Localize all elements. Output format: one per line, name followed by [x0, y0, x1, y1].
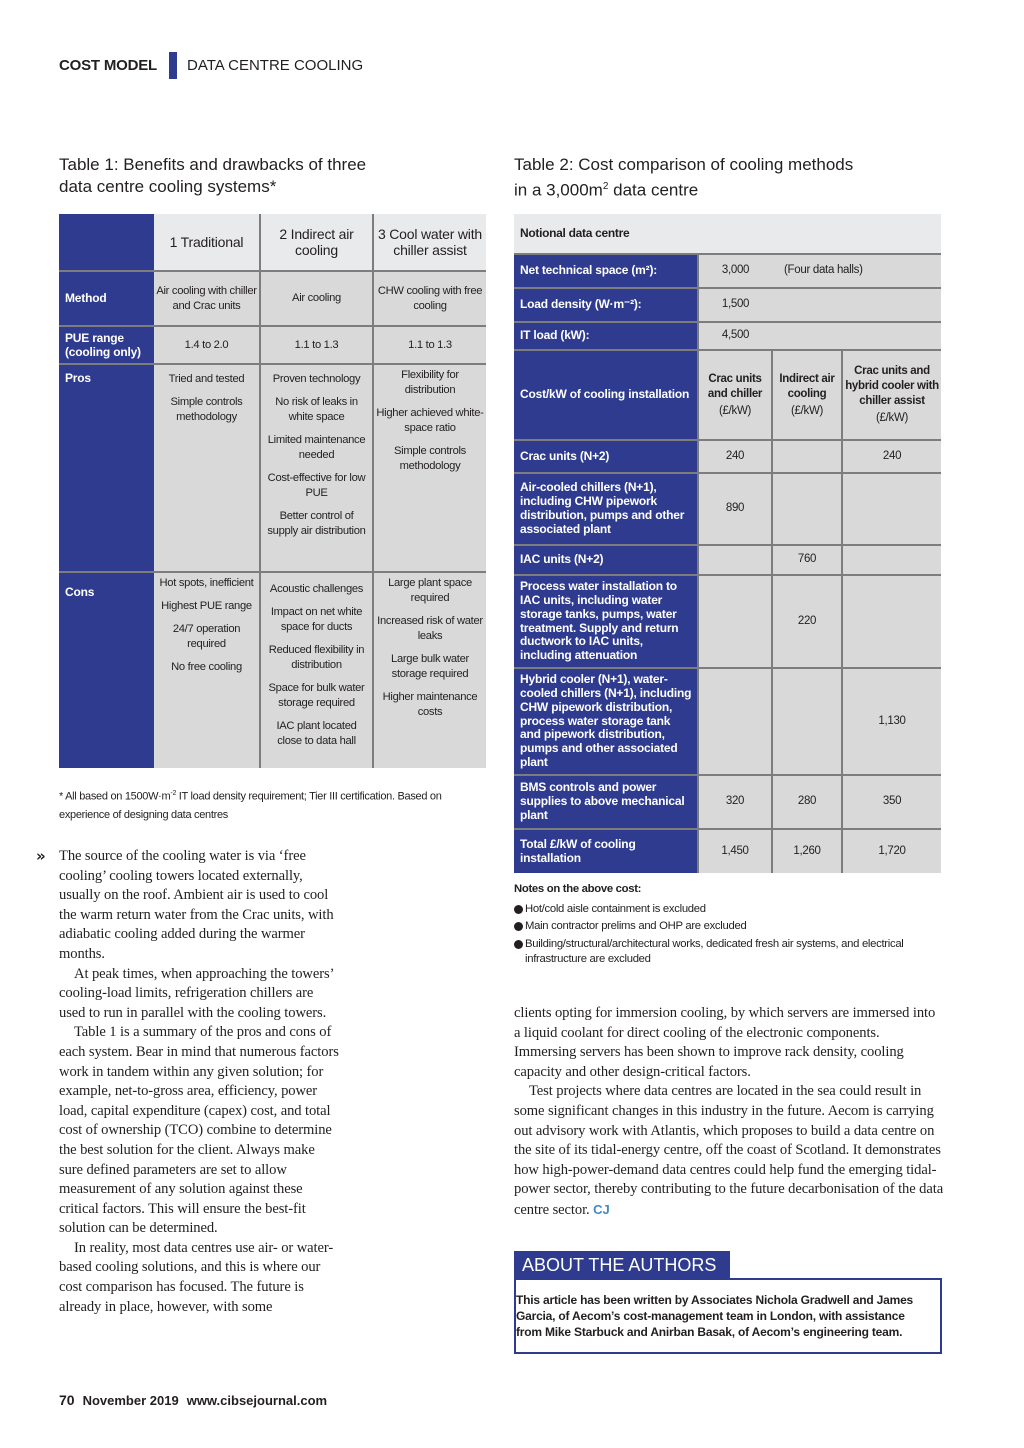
col-header	[698, 350, 772, 440]
table1-header-row	[59, 214, 486, 271]
running-header	[59, 50, 363, 80]
cell-item: Acoustic challenges	[269, 583, 364, 595]
table-cell: 1,130	[842, 668, 941, 775]
table-row	[514, 668, 941, 775]
paragraph: At peak times, when approaching the towers’ cooling-load limits, refrigeration chillers are used to run in parallel with the cooling towers.	[59, 965, 334, 1021]
paragraph: clients opting for immersion cooling, by which servers are immersed into a liquid coolant for direct cooling of the electronic components. Immersing servers has been shown to improve rack density, cooling capacity and other design-critical factors.	[514, 1005, 936, 1080]
row-label: Hybrid cooler (N+1), water-cooled chillers (N+1), including CHW pipework distribution, process water storage tank and pipework distribution, pumps and other associated plant	[514, 668, 698, 775]
row-label: Cost/kW of cooling installation	[514, 350, 698, 440]
table-cell	[772, 668, 842, 775]
table-cell	[698, 545, 772, 575]
row-label: Method	[59, 271, 154, 326]
table2-caption	[514, 154, 944, 202]
table2-header-row	[514, 214, 941, 254]
table-cell-empty	[772, 288, 941, 322]
table-row	[514, 440, 941, 473]
table1-caption-line1: Table 1: Benefits and drawbacks of three	[59, 155, 367, 174]
row-label: IAC units (N+2)	[514, 545, 698, 575]
table-cell	[154, 572, 260, 768]
table-cell: 240	[698, 440, 772, 473]
signoff-mark: CJ	[593, 1201, 610, 1217]
table1-col-header: 2 Indirect air cooling	[260, 214, 373, 271]
table1-row-pros	[59, 364, 486, 572]
footnote-text: * All based on 1500W·m	[59, 790, 171, 803]
cell-item: Cost-effective for low PUE	[267, 472, 366, 499]
table-cell	[772, 440, 842, 473]
col-header	[772, 350, 842, 440]
row-label: Air-cooled chillers (N+1), including CHW pipework distribution, pumps and other associated plant	[514, 473, 698, 545]
table-cell: 4,500	[698, 322, 772, 350]
cell-item: Large plant space required	[388, 577, 472, 604]
row-label: Process water installation to IAC units, including water storage tanks, pumps, water treatment. Supply and return ductwork to IAC units, including attenuation	[514, 575, 698, 668]
row-label: Pros	[59, 364, 154, 572]
note-text: Building/structural/architectural works, dedicated fresh air systems, and electrical infrastructure are excluded	[525, 937, 904, 965]
topic-label: DATA CENTRE COOLING	[187, 56, 364, 74]
row-label: Total £/kW of cooling installation	[514, 829, 698, 873]
table-cell	[842, 575, 941, 668]
paragraph: In reality, most data centres use air- or water-based cooling solutions, and this is where our cost comparison has focused. The future is already in place, however, with some	[59, 1239, 334, 1315]
row-label: IT load (kW):	[514, 322, 698, 350]
table-cell: 1.1 to 1.3	[260, 326, 373, 364]
cell-item: Reduced flexibility in distribution	[268, 644, 365, 671]
table1-caption	[59, 154, 489, 198]
col-header	[842, 350, 941, 440]
row-label: BMS controls and power supplies to above mechanical plant	[514, 775, 698, 829]
col-header-text: Indirect air cooling	[779, 372, 835, 400]
table2-caption-sup: 2	[602, 181, 609, 192]
table1-row-cons	[59, 572, 486, 768]
table-cell-empty	[772, 322, 941, 350]
table2-caption-line1: Table 2: Cost comparison of cooling methods	[514, 155, 854, 174]
cell-item: Highest PUE range	[161, 600, 252, 612]
list-item	[514, 902, 944, 920]
table-cell	[842, 473, 941, 545]
page-number: 70	[59, 1392, 75, 1408]
table1-row-pue	[59, 326, 486, 364]
about-authors-box	[514, 1251, 942, 1354]
table1-corner	[59, 214, 154, 271]
cell-item: Simple controls methodology	[170, 396, 243, 423]
table-cell	[842, 545, 941, 575]
col-header-text: Crac units and chiller	[707, 372, 763, 400]
table1-col-header: 1 Traditional	[154, 214, 260, 271]
table-cell	[772, 473, 842, 545]
table-row	[514, 545, 941, 575]
table-cell: 1,720	[842, 829, 941, 873]
cell-item: Simple controls methodology	[394, 445, 466, 472]
cell-item: Higher achieved white-space ratio	[376, 407, 484, 434]
table2-caption-part: in a 3,000m	[514, 180, 603, 200]
paragraph: The source of the cooling water is via ‘free cooling’ cooling towers located externally, usually on the roof. Ambient air is used to cool the warm return water from the Crac units, with adiabatic cooling added during the warmer months.	[59, 848, 334, 962]
row-label: Net technical space (m²):	[514, 254, 698, 288]
table-cell: Air cooling	[260, 271, 373, 326]
row-label: PUE range (cooling only)	[59, 326, 154, 364]
footnote-sup: -2	[170, 790, 177, 797]
table-cell	[698, 668, 772, 775]
cell-item: Increased risk of water leaks	[377, 615, 483, 642]
paragraph-text: Test projects where data centres are located in the sea could result in some significant changes in this industry in the future. Aecom is carrying out advisory work with Atlantis, which proposes to build a data centre on the site of its tidal-energy centre, off the coast of Scotland. It demonstrates how high-power-demand data centres could help fund the emerging tidal-power sector, thereby contributing to the future decarbonisation of the data centre sector.	[514, 1083, 944, 1218]
cell-item: Hot spots, inefficient	[159, 577, 254, 589]
list-item	[514, 937, 944, 968]
row-label: Cons	[59, 572, 154, 768]
about-title: ABOUT THE AUTHORS	[514, 1251, 730, 1279]
table-cell: 890	[698, 473, 772, 545]
table-cell: 240	[842, 440, 941, 473]
table2-row-itload	[514, 322, 941, 350]
table2-notes	[514, 882, 944, 968]
table-cell: Air cooling with chiller and Crac units	[154, 271, 260, 326]
table1-footnote	[59, 785, 489, 824]
issue-date: November 2019	[82, 1393, 179, 1408]
footnote-text: IT load density requirement; Tier III certification. Based on experience of designing data centres	[59, 790, 442, 821]
cell-item: Space for bulk water storage required	[268, 682, 365, 709]
cell-item: IAC plant located close to data hall	[276, 720, 357, 747]
table2-cost-header-row	[514, 350, 941, 440]
note-text: Hot/cold aisle containment is excluded	[525, 902, 706, 915]
table-cell: 1,500	[698, 288, 772, 322]
list-item	[514, 919, 944, 937]
paragraph	[514, 1082, 944, 1220]
cell-item: 24/7 operation required	[172, 623, 241, 650]
table2-row-space	[514, 254, 941, 288]
table-cell: CHW cooling with free cooling	[373, 271, 486, 326]
table-cell: 350	[842, 775, 941, 829]
col-header-unit: (£/kW)	[875, 412, 909, 424]
cell-item: No risk of leaks in white space	[275, 396, 358, 423]
about-text: This article has been written by Associates Nichola Gradwell and James Garcia, of Aecom’s cost-management team in London, with assistance from Mike Starbuck and Anirban Basak, of Aecom’s engineering team.	[514, 1278, 942, 1354]
bullet-icon	[514, 902, 525, 920]
table-row-total	[514, 829, 941, 873]
table-row	[514, 473, 941, 545]
table-cell-note: (Four data halls)	[772, 254, 941, 288]
table-cell: 1.1 to 1.3	[373, 326, 486, 364]
page-footer	[59, 1392, 327, 1408]
bullet-icon	[514, 937, 525, 968]
section-label: COST MODEL	[59, 56, 157, 74]
table-cell: 320	[698, 775, 772, 829]
table-cell: 1,260	[772, 829, 842, 873]
bullet-icon	[514, 919, 525, 937]
cell-item: Impact on net white space for ducts	[270, 606, 363, 633]
cell-item: Better control of supply air distribution	[267, 510, 366, 537]
table-cell: 1,450	[698, 829, 772, 873]
note-text: Main contractor prelims and OHP are excluded	[525, 920, 747, 932]
row-label: Crac units (N+2)	[514, 440, 698, 473]
cell-item: Higher maintenance costs	[382, 691, 478, 718]
table-cell	[260, 572, 373, 768]
table1-row-method	[59, 271, 486, 326]
cell-item: Proven technology	[272, 373, 361, 385]
table2-header: Notional data centre	[514, 214, 941, 254]
table-cell	[373, 364, 486, 572]
table2-row-density	[514, 288, 941, 322]
article-column-1	[59, 847, 339, 1317]
cell-item: Tried and tested	[168, 373, 245, 385]
table-row	[514, 575, 941, 668]
cell-item: No free cooling	[171, 661, 242, 673]
cell-item: Large bulk water storage required	[391, 653, 469, 680]
table1-col-header: 3 Cool water with chiller assist	[373, 214, 486, 271]
table-cell: 220	[772, 575, 842, 668]
table2-caption-part: data centre	[608, 180, 699, 200]
table2	[514, 214, 941, 873]
table-cell	[698, 575, 772, 668]
table2-caption-line2	[514, 176, 944, 202]
table-cell	[154, 364, 260, 572]
table-cell: 760	[772, 545, 842, 575]
col-header-unit: (£/kW)	[790, 404, 824, 417]
journal-url: www.cibsejournal.com	[186, 1393, 328, 1408]
continuation-arrow-icon: »	[36, 847, 46, 865]
paragraph: Table 1 is a summary of the pros and cons of each system. Bear in mind that numerous factors work in tandem within any given solution; for example, net-to-gross area, efficiency, power load, capital expenditure (capex) cost, and total cost of ownership (TCO) combine to determine the best solution for the client. Always make sure defined parameters are set to allow measurement of any solution against these critical factors. This will ensure the best-fit solution can be determined.	[59, 1024, 339, 1237]
table-cell: 3,000	[698, 254, 772, 288]
table-cell	[260, 364, 373, 572]
cell-item: Limited maintenance needed	[267, 434, 366, 461]
row-label: Load density (W·m⁻²):	[514, 288, 698, 322]
table-cell: 280	[772, 775, 842, 829]
header-divider	[169, 52, 177, 79]
table-row	[514, 775, 941, 829]
table-cell: 1.4 to 2.0	[154, 326, 260, 364]
cell-item: Flexibility for distribution	[401, 369, 459, 396]
article-column-2	[514, 1004, 944, 1221]
col-header-unit: (£/kW)	[718, 404, 752, 417]
notes-heading: Notes on the above cost:	[514, 883, 642, 895]
table-cell	[373, 572, 486, 768]
table1-caption-line2: data centre cooling systems*	[59, 177, 277, 196]
col-header-text: Crac units and hybrid cooler with chiller assist	[845, 365, 939, 407]
table1	[59, 214, 486, 768]
